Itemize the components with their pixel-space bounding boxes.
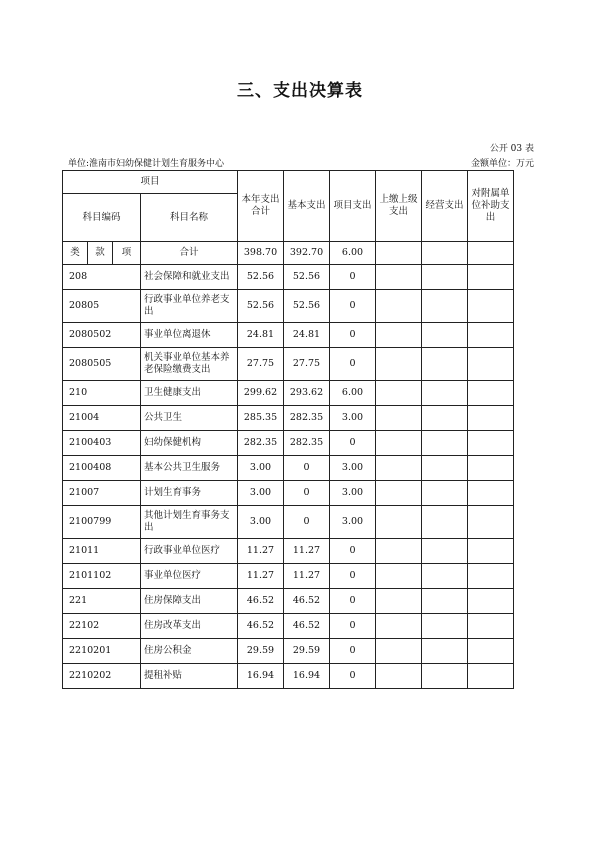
row-code: 2210202 [63,664,141,689]
row-upper [376,539,422,564]
row-code: 2080505 [63,348,141,381]
row-total: 285.35 [238,406,284,431]
row-business [422,614,468,639]
row-name: 妇幼保健机构 [141,431,238,456]
header-item: 项目 [63,171,238,194]
row-basic: 16.94 [284,664,330,689]
row-code: 208 [63,265,141,290]
row-business [422,431,468,456]
table-row [63,614,560,639]
row-basic: 0 [284,506,330,539]
row-basic: 11.27 [284,564,330,589]
table-row [63,456,560,481]
header-upper: 上缴上级支出 [376,171,422,242]
row-upper [376,614,422,639]
row-project: 0 [330,348,376,381]
row-code: 2101102 [63,564,141,589]
row-subsidiary [468,481,514,506]
header-code: 科目编码 [63,194,141,242]
total-row-basic: 392.70 [284,242,330,265]
row-upper [376,506,422,539]
row-name: 基本公共卫生服务 [141,456,238,481]
table-row [63,639,560,664]
page-title: 三、支出决算表 [237,81,363,101]
table-row [63,506,560,539]
reporting-unit: 单位:淮南市妇幼保健计划生育服务中心 [68,159,225,169]
row-subsidiary [468,265,514,290]
row-basic: 293.62 [284,381,330,406]
row-total: 29.59 [238,639,284,664]
row-total: 52.56 [238,265,284,290]
row-subsidiary [468,589,514,614]
row-project: 3.00 [330,506,376,539]
row-code: 2100408 [63,456,141,481]
header-kind-kuan: 款 [88,242,113,265]
row-project: 0 [330,639,376,664]
row-code: 21007 [63,481,141,506]
row-code: 2100403 [63,431,141,456]
total-row-upper [376,242,422,265]
row-basic: 24.81 [284,323,330,348]
row-subsidiary [468,406,514,431]
header-business: 经营支出 [422,171,468,242]
row-business [422,381,468,406]
row-basic: 282.35 [284,431,330,456]
row-total: 52.56 [238,290,284,323]
header-subsidiary: 对附属单位补助支出 [468,171,514,242]
row-name: 事业单位离退休 [141,323,238,348]
row-business [422,348,468,381]
row-total: 46.52 [238,614,284,639]
table-row [63,589,560,614]
table-row [63,323,560,348]
row-upper [376,323,422,348]
row-basic: 52.56 [284,290,330,323]
row-basic: 29.59 [284,639,330,664]
row-code: 221 [63,589,141,614]
row-name: 卫生健康支出 [141,381,238,406]
row-basic: 46.52 [284,589,330,614]
row-project: 0 [330,265,376,290]
row-upper [376,664,422,689]
row-name: 机关事业单位基本养老保险缴费支出 [141,348,238,381]
amount-unit: 金额单位：万元 [470,159,534,169]
row-upper [376,456,422,481]
row-code: 21004 [63,406,141,431]
row-code: 21011 [63,539,141,564]
table-row [63,481,560,506]
row-name: 住房保障支出 [141,589,238,614]
row-project: 3.00 [330,406,376,431]
row-code: 2100799 [63,506,141,539]
table-row [63,265,560,290]
row-total: 3.00 [238,456,284,481]
table-row [63,348,560,381]
row-subsidiary [468,639,514,664]
row-total: 282.35 [238,431,284,456]
row-upper [376,406,422,431]
row-basic: 282.35 [284,406,330,431]
row-name: 计划生育事务 [141,481,238,506]
row-project: 0 [330,290,376,323]
row-total: 3.00 [238,506,284,539]
total-row-total: 398.70 [238,242,284,265]
row-code: 210 [63,381,141,406]
row-total: 299.62 [238,381,284,406]
row-total: 11.27 [238,539,284,564]
row-name: 住房改革支出 [141,614,238,639]
row-upper [376,381,422,406]
row-total: 27.75 [238,348,284,381]
row-basic: 11.27 [284,539,330,564]
row-name: 其他计划生育事务支出 [141,506,238,539]
row-project: 3.00 [330,456,376,481]
row-project: 0 [330,614,376,639]
row-name: 事业单位医疗 [141,564,238,589]
row-business [422,664,468,689]
table-row [63,381,560,406]
table-row [63,539,560,564]
row-subsidiary [468,323,514,348]
row-subsidiary [468,290,514,323]
row-code: 2080502 [63,323,141,348]
row-business [422,506,468,539]
row-code: 2210201 [63,639,141,664]
row-total: 24.81 [238,323,284,348]
row-project: 3.00 [330,481,376,506]
row-total: 46.52 [238,589,284,614]
row-name: 行政事业单位医疗 [141,539,238,564]
table-row [63,431,560,456]
row-business [422,481,468,506]
row-business [422,639,468,664]
row-business [422,539,468,564]
form-number: 公开 03 表 [489,144,534,154]
row-project: 0 [330,664,376,689]
row-name: 提租补贴 [141,664,238,689]
total-row-subsidiary [468,242,514,265]
row-subsidiary [468,664,514,689]
row-basic: 0 [284,481,330,506]
total-row-label: 合计 [141,242,238,265]
row-business [422,406,468,431]
row-business [422,589,468,614]
row-subsidiary [468,506,514,539]
row-upper [376,564,422,589]
row-subsidiary [468,348,514,381]
row-business [422,456,468,481]
row-name: 社会保障和就业支出 [141,265,238,290]
row-upper [376,290,422,323]
row-subsidiary [468,381,514,406]
row-name: 公共卫生 [141,406,238,431]
row-subsidiary [468,456,514,481]
row-upper [376,639,422,664]
row-project: 0 [330,589,376,614]
row-project: 0 [330,431,376,456]
row-subsidiary [468,539,514,564]
row-code: 20805 [63,290,141,323]
header-kind-xiang: 项 [113,242,141,265]
row-subsidiary [468,614,514,639]
row-upper [376,481,422,506]
row-basic: 52.56 [284,265,330,290]
row-business [422,265,468,290]
header-name: 科目名称 [141,194,238,242]
row-project: 0 [330,564,376,589]
row-total: 3.00 [238,481,284,506]
row-upper [376,265,422,290]
row-project: 0 [330,323,376,348]
row-project: 0 [330,539,376,564]
header-kind-lei: 类 [63,242,88,265]
row-basic: 27.75 [284,348,330,381]
row-subsidiary [468,431,514,456]
header-basic: 基本支出 [284,171,330,242]
row-name: 行政事业单位养老支出 [141,290,238,323]
row-basic: 46.52 [284,614,330,639]
table-row [63,664,560,689]
table-row [63,564,560,589]
row-name: 住房公积金 [141,639,238,664]
table-row [63,290,560,323]
row-business [422,564,468,589]
row-code: 22102 [63,614,141,639]
expenditure-table [62,170,560,689]
row-subsidiary [468,564,514,589]
row-business [422,323,468,348]
row-total: 16.94 [238,664,284,689]
row-upper [376,431,422,456]
row-upper [376,348,422,381]
total-row-business [422,242,468,265]
table-row [63,406,560,431]
row-basic: 0 [284,456,330,481]
row-project: 6.00 [330,381,376,406]
row-total: 11.27 [238,564,284,589]
total-row-project: 6.00 [330,242,376,265]
row-upper [376,589,422,614]
header-total: 本年支出合计 [238,171,284,242]
row-business [422,290,468,323]
header-project: 项目支出 [330,171,376,242]
